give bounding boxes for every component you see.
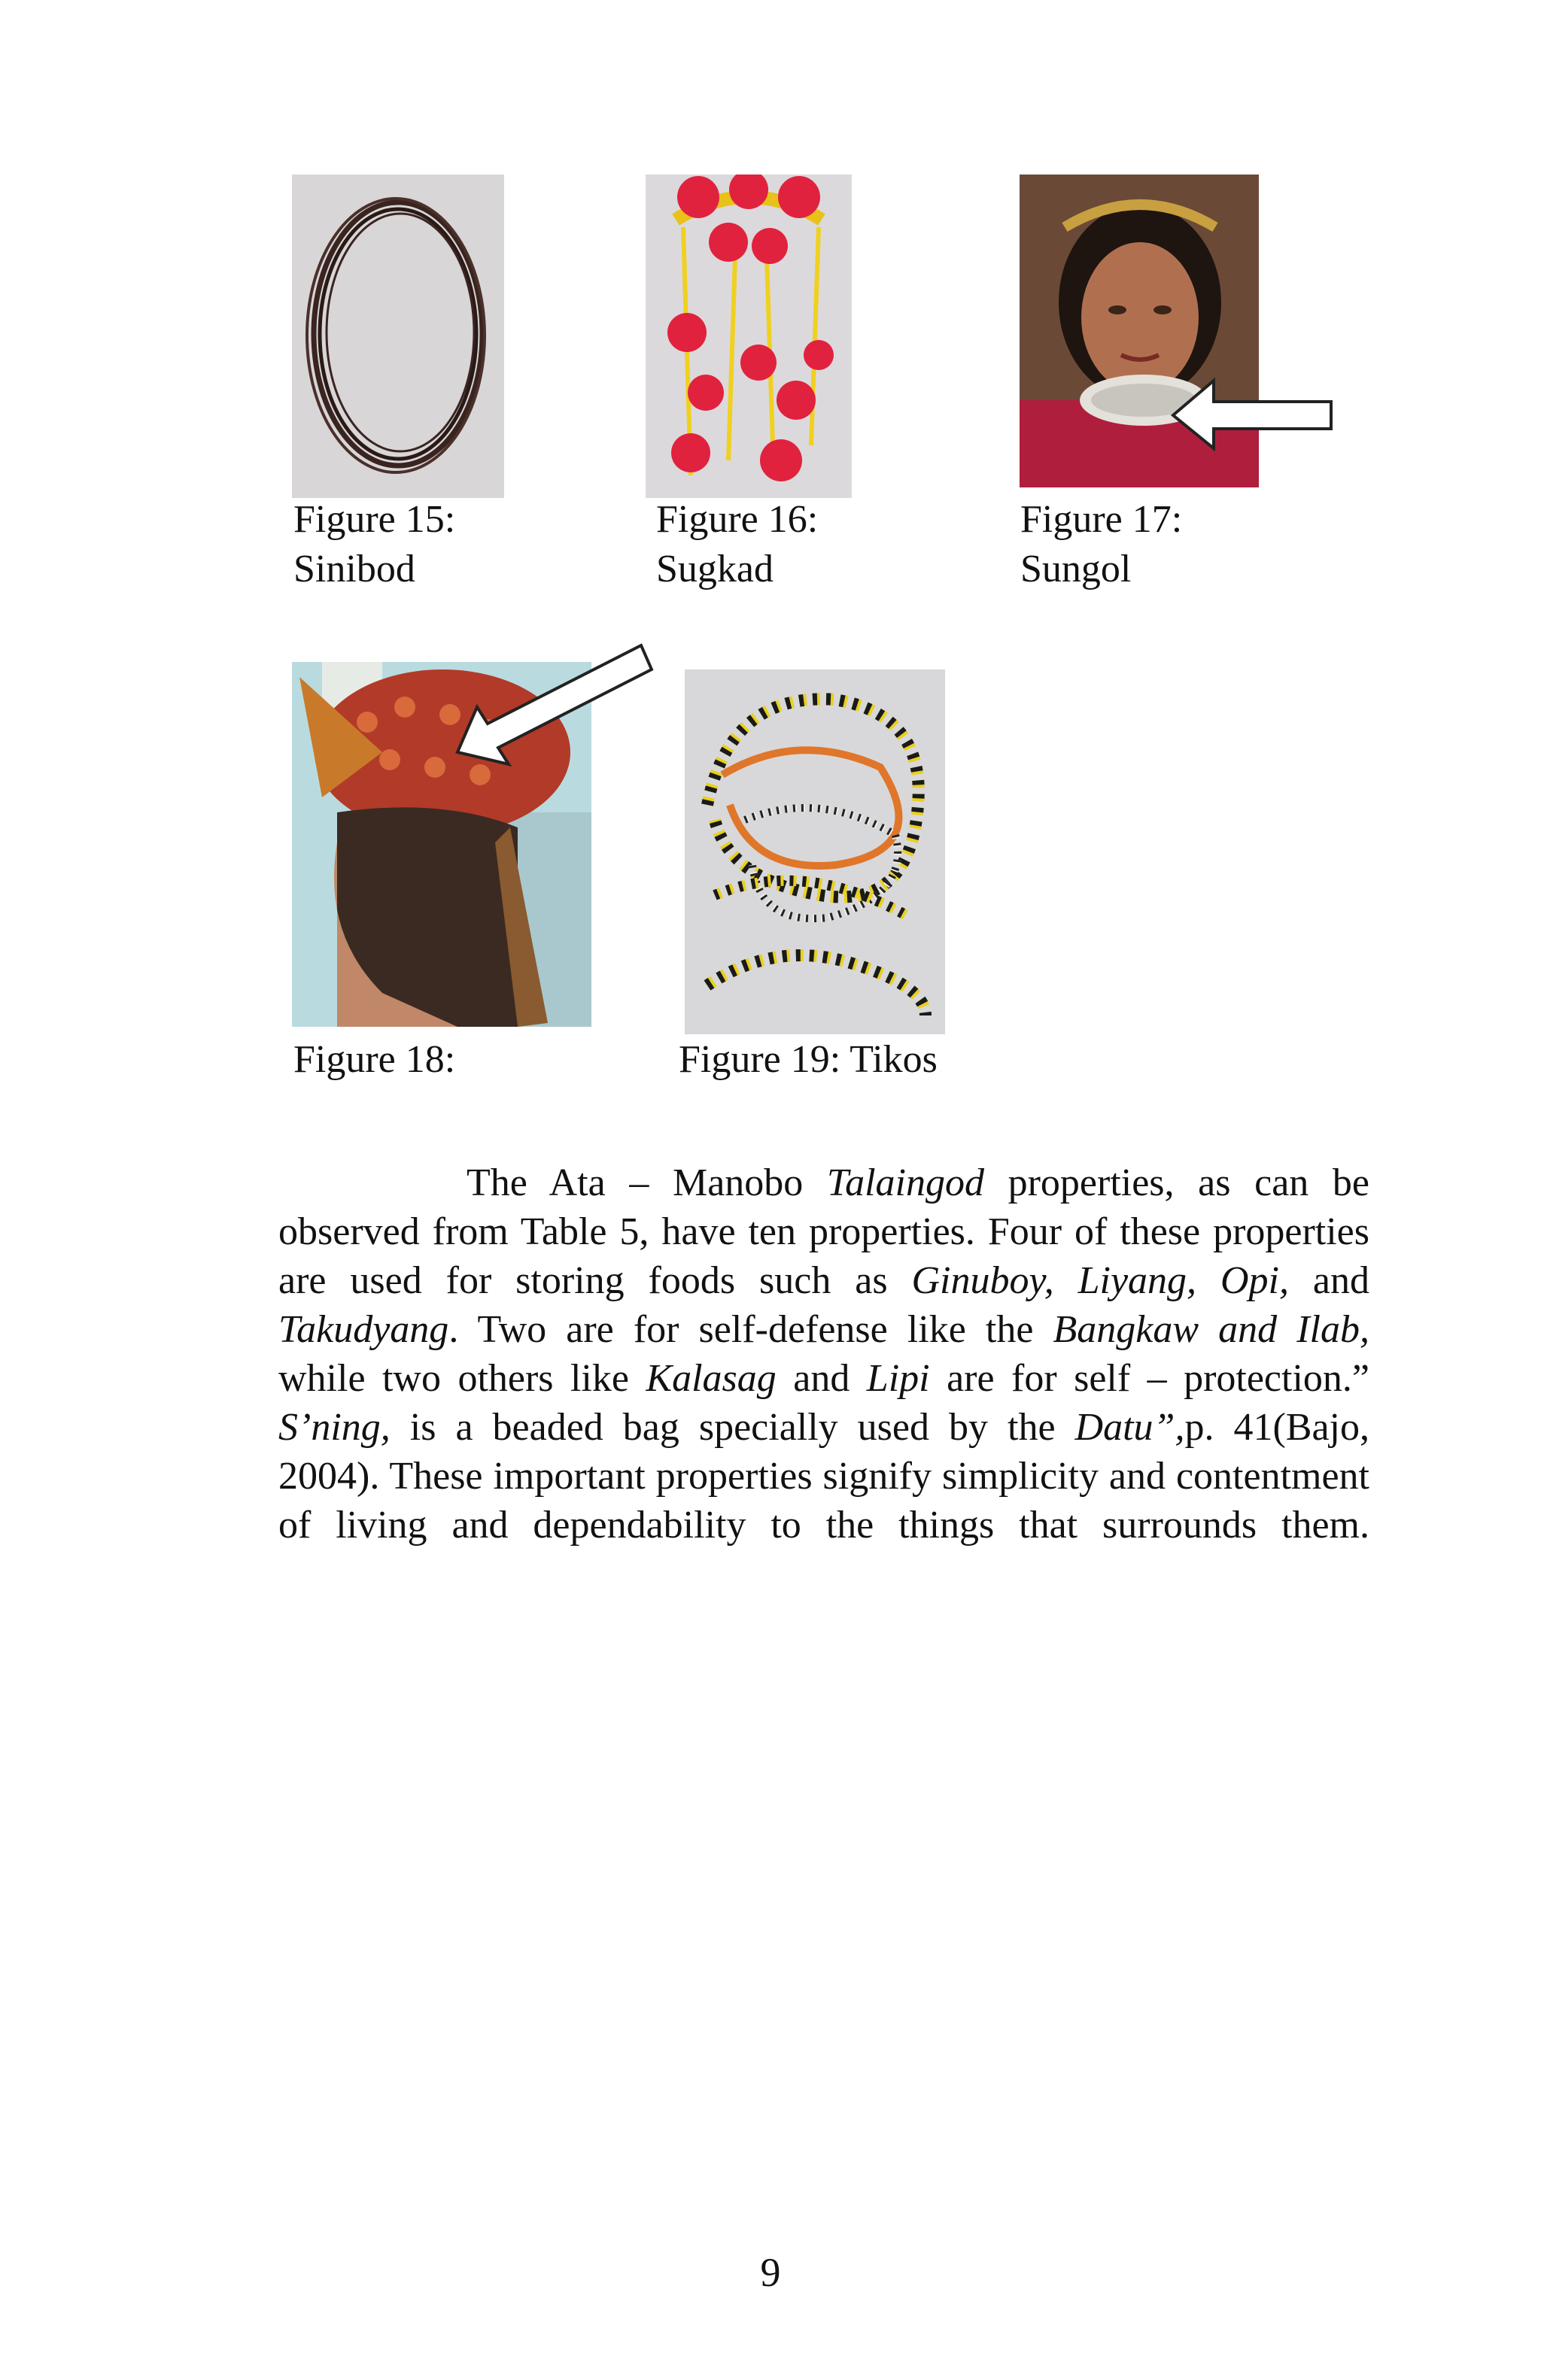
figure-16-caption: Figure 16: Sugkad	[656, 498, 819, 590]
arrow-icon	[1170, 376, 1336, 451]
figure-19-caption: Figure 19: Tikos	[679, 1038, 938, 1081]
figure-17-caption: Figure 17: Sungol	[1020, 498, 1183, 590]
page-number: 9	[760, 2250, 781, 2295]
body-paragraph: The Ata – Manobo Talaingod properties, as can be observed from Table 5, have ten properties. Four of these properties are used for storing foods such as Ginuboy, Liyang, Opi, and Takudyang. Two are for self-defense like the Bangkaw and Ilab, while two others like Kalasag and Lipi are for self – protection.” S’ning, is a beaded bag specially used by the Datu”,p. 41(Bajo, 2004). These important properties signify simplicity and contentment of living and dependability to the things that surrounds them.	[278, 1161, 1369, 1547]
figure-15-caption: Figure 15: Sinibod	[293, 498, 456, 590]
arrow-icon	[444, 639, 655, 767]
figure-19-image	[685, 669, 945, 1034]
figure-15-image	[292, 175, 504, 498]
figure-18-caption: Figure 18:	[293, 1038, 456, 1081]
figure-16-image	[646, 175, 852, 498]
